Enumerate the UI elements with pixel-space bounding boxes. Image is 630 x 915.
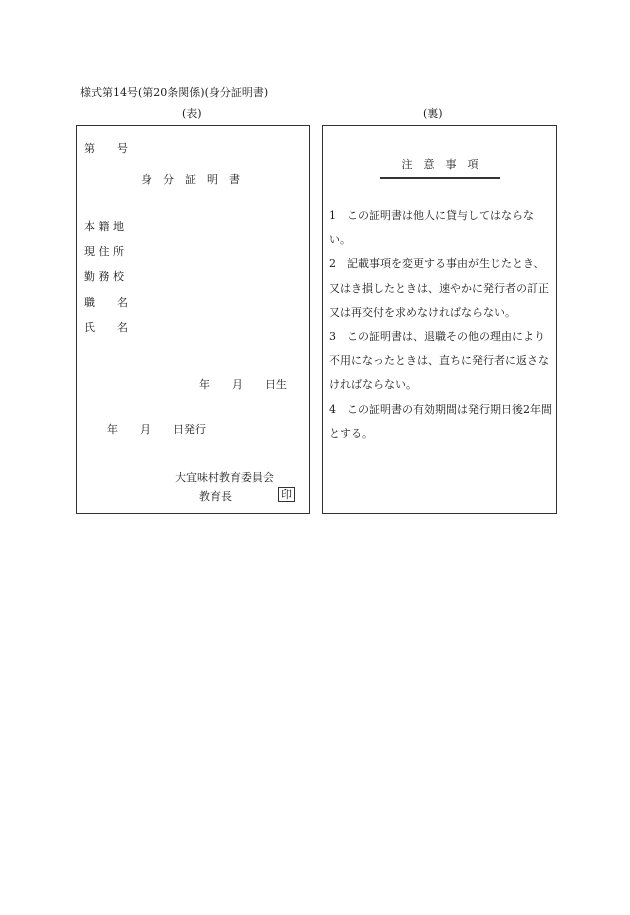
field-registered-domicile: 本 籍 地 (84, 220, 124, 233)
notice-item: 1 この証明書は他人に貸与してはならない。 (329, 209, 534, 247)
birth-date-line: 年 月 日生 (199, 378, 287, 391)
id-card-back (322, 125, 557, 514)
field-school: 勤 務 校 (84, 270, 124, 283)
front-side-label: (表) (182, 107, 202, 120)
notice-underline (380, 177, 500, 179)
issuer-name: 大宜味村教育委員会 (175, 471, 274, 484)
number-label: 第 号 (84, 142, 128, 155)
issue-date-line: 年 月 日発行 (107, 423, 206, 436)
back-side-label: (裏) (423, 107, 443, 120)
field-current-address: 現 住 所 (84, 245, 124, 258)
issuer-title: 教育長 (199, 490, 232, 503)
seal-mark: 印 (278, 487, 295, 502)
notice-item: 3 この証明書は、退職その他の理由により不用になったときは、直ちに発行者に返さなければならない。 (329, 330, 549, 392)
card-heading: 身 分 証 明 書 (141, 173, 240, 186)
notice-heading: 注 意 事 項 (401, 158, 479, 171)
notice-item: 2 記載事項を変更する事由が生じたとき、又はき損したときは、速やかに発行者の訂正又は再交付を求めなければならない。 (329, 257, 549, 319)
field-name: 氏 名 (84, 321, 128, 334)
id-card-front (76, 125, 310, 514)
notice-item: 4 この証明書の有効期間は発行期日後2年間とする。 (329, 402, 552, 440)
field-position: 職 名 (84, 296, 128, 309)
notice-list (329, 204, 553, 446)
form-title: 様式第14号(第20条関係)(身分証明書) (80, 86, 269, 99)
